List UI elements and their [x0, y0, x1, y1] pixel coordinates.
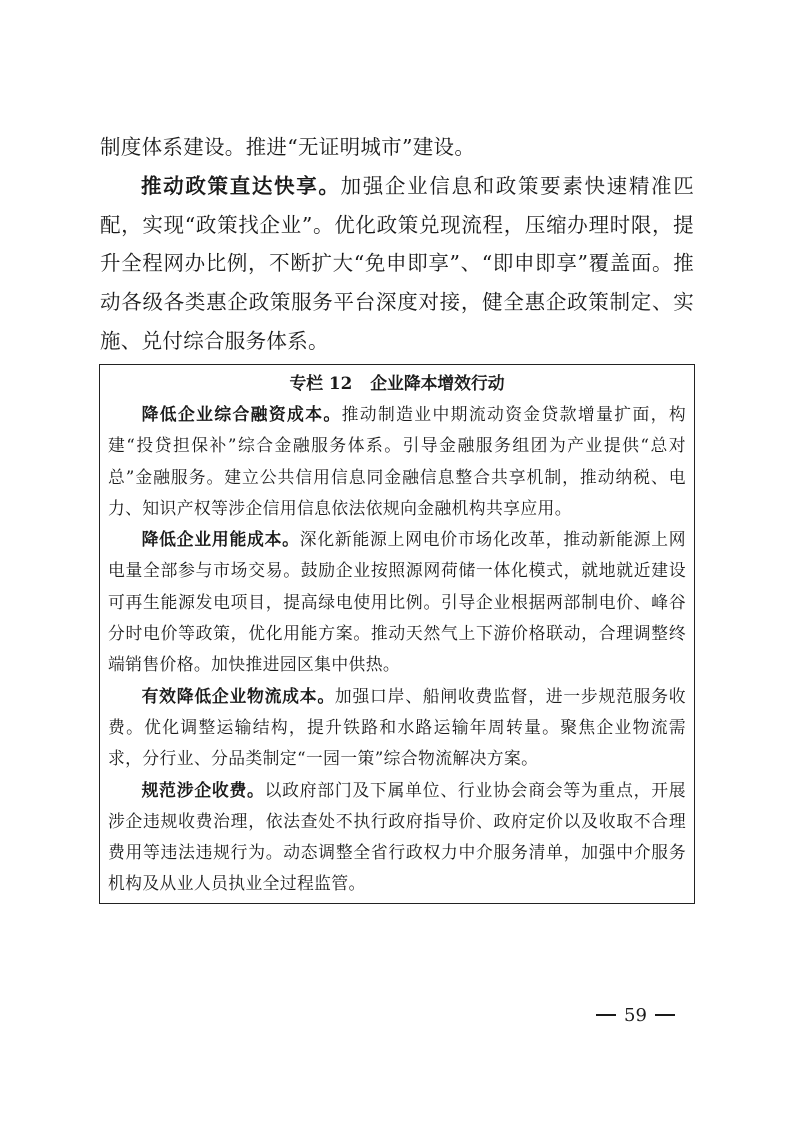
box-item-lead: 有效降低企业物流成本。 [141, 685, 335, 706]
box-item-text: 加强口岸、船闸收费监督，进一步规范服务收费。优化调整运输结构，提升铁路和水路运输年周转量。聚焦企业物流需求，分行业、分品类制定“一园一策”综合物流解决方案。 [108, 685, 686, 769]
body-text [100, 128, 694, 361]
box-item-text: 深化新能源上网电价市场化改革，推动新能源上网电量全部参与市场交易。鼓励企业按照源网荷储一体化模式，就地就近建设可再生能源发电项目，提高绿电使用比例。引导企业根据两部制电价、峰谷分时电价等政策，优化用能方案。推动天然气上下游价格联动，合理调整终端销售价格。加快推进园区集中供热。 [108, 529, 686, 675]
paragraph-text: 加强企业信息和政策要素快速精准匹配，实现“政策找企业”。优化政策兑现流程，压缩办理时限，提升全程网办比例，不断扩大“免申即享”、“即申即享”覆盖面。推动各级各类惠企政策服务平台深度对接，健全惠企政策制定、实施、兑付综合服务体系。 [100, 173, 694, 353]
box-item-lead: 规范涉企收费。 [141, 779, 265, 800]
box-item-lead: 降低企业综合融资成本。 [141, 404, 342, 424]
paragraph-lead: 推动政策直达快享。 [141, 173, 341, 198]
box-item-text: 以政府部门及下属单位、行业协会商会等为重点，开展涉企违规收费治理，依法查处不执行政府指导价、政府定价以及收取不合理费用等违法违规行为。动态调整全省行政权力中介服务清单，加强中介服务机构及从业人员执业全过程监管。 [108, 779, 686, 894]
page-number-value: 59 [624, 1004, 647, 1026]
box-item-lead: 降低企业用能成本。 [141, 529, 300, 550]
feature-box [99, 364, 695, 904]
body-paragraph-1: 制度体系建设。推进“无证明城市”建设。 [100, 135, 476, 159]
box-item [108, 775, 686, 900]
box-title [108, 369, 686, 397]
body-paragraph-2 [100, 167, 694, 361]
box-item [108, 399, 686, 524]
page-number [596, 1000, 675, 1030]
box-item-text: 推动制造业中期流动资金贷款增量扩面，构建“投贷担保补”综合金融服务体系。引导金融服务组团为产业提供“总对总”金融服务。建立公共信用信息同金融信息整合共享机制，推动纳税、电力、知识产权等涉企信用信息依法依规向金融机构共享应用。 [108, 404, 686, 518]
box-item [108, 681, 686, 775]
page-number-dash-left [596, 1014, 616, 1016]
box-title-main: 企业降本增效行动 [370, 373, 505, 393]
box-title-prefix: 专栏 12 [289, 373, 353, 393]
page-number-dash-right [655, 1014, 675, 1016]
box-item [108, 524, 686, 680]
